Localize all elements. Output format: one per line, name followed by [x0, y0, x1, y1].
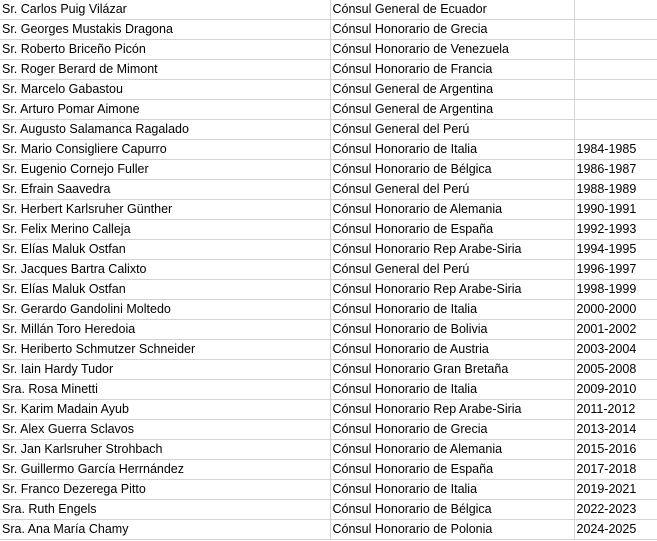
table-row — [0, 420, 657, 440]
table-row — [0, 0, 657, 20]
table-row — [0, 180, 657, 200]
table-row — [0, 160, 657, 180]
name-cell[interactable]: Sr. Elías Maluk Ostfan — [0, 280, 330, 300]
role-cell[interactable]: Cónsul Honorario de Bélgica — [330, 160, 574, 180]
table-row — [0, 380, 657, 400]
period-cell[interactable] — [574, 80, 657, 100]
period-cell[interactable]: 2000-2000 — [574, 300, 657, 320]
role-cell[interactable]: Cónsul Honorario de Austria — [330, 340, 574, 360]
name-cell[interactable]: Sr. Jacques Bartra Calixto — [0, 260, 330, 280]
table-row — [0, 40, 657, 60]
name-cell[interactable]: Sr. Guillermo García Herrnández — [0, 460, 330, 480]
role-cell[interactable]: Cónsul Honorario de Grecia — [330, 20, 574, 40]
role-cell[interactable]: Cónsul General de Argentina — [330, 80, 574, 100]
name-cell[interactable]: Sr. Elías Maluk Ostfan — [0, 240, 330, 260]
table-row — [0, 280, 657, 300]
period-cell[interactable]: 2005-2008 — [574, 360, 657, 380]
period-cell[interactable]: 1994-1995 — [574, 240, 657, 260]
period-cell[interactable]: 1992-1993 — [574, 220, 657, 240]
table-row — [0, 440, 657, 460]
name-cell[interactable]: Sr. Marcelo Gabastou — [0, 80, 330, 100]
role-cell[interactable]: Cónsul General del Perú — [330, 120, 574, 140]
period-cell[interactable] — [574, 40, 657, 60]
role-cell[interactable]: Cónsul Honorario de Bélgica — [330, 500, 574, 520]
role-cell[interactable]: Cónsul General del Perú — [330, 180, 574, 200]
period-cell[interactable]: 1984-1985 — [574, 140, 657, 160]
name-cell[interactable]: Sr. Iain Hardy Tudor — [0, 360, 330, 380]
name-cell[interactable]: Sra. Rosa Minetti — [0, 380, 330, 400]
table-row — [0, 320, 657, 340]
name-cell[interactable]: Sr. Roger Berard de Mimont — [0, 60, 330, 80]
name-cell[interactable]: Sra. Ana María Chamy — [0, 520, 330, 540]
name-cell[interactable]: Sr. Herbert Karlsruher Günther — [0, 200, 330, 220]
period-cell[interactable]: 2019-2021 — [574, 480, 657, 500]
table-row — [0, 520, 657, 540]
period-cell[interactable]: 2009-2010 — [574, 380, 657, 400]
role-cell[interactable]: Cónsul Honorario de Italia — [330, 300, 574, 320]
table-row — [0, 480, 657, 500]
period-cell[interactable] — [574, 120, 657, 140]
period-cell[interactable]: 1990-1991 — [574, 200, 657, 220]
period-cell[interactable]: 1988-1989 — [574, 180, 657, 200]
name-cell[interactable]: Sr. Alex Guerra Sclavos — [0, 420, 330, 440]
table-row — [0, 120, 657, 140]
period-cell[interactable]: 2017-2018 — [574, 460, 657, 480]
period-cell[interactable]: 2022-2023 — [574, 500, 657, 520]
table-row — [0, 60, 657, 80]
role-cell[interactable]: Cónsul Honorario de España — [330, 460, 574, 480]
period-cell[interactable]: 2011-2012 — [574, 400, 657, 420]
role-cell[interactable]: Cónsul Honorario de Francia — [330, 60, 574, 80]
table-row — [0, 220, 657, 240]
table-row — [0, 140, 657, 160]
name-cell[interactable]: Sr. Carlos Puig Vilázar — [0, 0, 330, 20]
role-cell[interactable]: Cónsul Honorario de Italia — [330, 140, 574, 160]
name-cell[interactable]: Sr. Millán Toro Heredoia — [0, 320, 330, 340]
table-row — [0, 400, 657, 420]
table-row — [0, 200, 657, 220]
role-cell[interactable]: Cónsul Honorario de Italia — [330, 380, 574, 400]
role-cell[interactable]: Cónsul Honorario de Alemania — [330, 440, 574, 460]
table-row — [0, 360, 657, 380]
role-cell[interactable]: Cónsul Honorario de Polonia — [330, 520, 574, 540]
period-cell[interactable] — [574, 20, 657, 40]
period-cell[interactable]: 2024-2025 — [574, 520, 657, 540]
role-cell[interactable]: Cónsul Honorario Rep Arabe-Siria — [330, 240, 574, 260]
table-row — [0, 20, 657, 40]
period-cell[interactable]: 2015-2016 — [574, 440, 657, 460]
name-cell[interactable]: Sra. Ruth Engels — [0, 500, 330, 520]
period-cell[interactable]: 1998-1999 — [574, 280, 657, 300]
name-cell[interactable]: Sr. Efrain Saavedra — [0, 180, 330, 200]
name-cell[interactable]: Sr. Felix Merino Calleja — [0, 220, 330, 240]
name-cell[interactable]: Sr. Arturo Pomar Aimone — [0, 100, 330, 120]
table-row — [0, 80, 657, 100]
name-cell[interactable]: Sr. Augusto Salamanca Ragalado — [0, 120, 330, 140]
period-cell[interactable]: 1996-1997 — [574, 260, 657, 280]
name-cell[interactable]: Sr. Heriberto Schmutzer Schneider — [0, 340, 330, 360]
role-cell[interactable]: Cónsul Honorario de Alemania — [330, 200, 574, 220]
role-cell[interactable]: Cónsul Honorario de Venezuela — [330, 40, 574, 60]
role-cell[interactable]: Cónsul Honorario Rep Arabe-Siria — [330, 400, 574, 420]
name-cell[interactable]: Sr. Jan Karlsruher Strohbach — [0, 440, 330, 460]
table-row — [0, 100, 657, 120]
period-cell[interactable]: 2013-2014 — [574, 420, 657, 440]
period-cell[interactable]: 1986-1987 — [574, 160, 657, 180]
table-row — [0, 240, 657, 260]
table-row — [0, 340, 657, 360]
role-cell[interactable]: Cónsul Honorario de Bolivia — [330, 320, 574, 340]
role-cell[interactable]: Cónsul Honorario de Italia — [330, 480, 574, 500]
name-cell[interactable]: Sr. Eugenio Cornejo Fuller — [0, 160, 330, 180]
role-cell[interactable]: Cónsul General del Perú — [330, 260, 574, 280]
period-cell[interactable] — [574, 100, 657, 120]
role-cell[interactable]: Cónsul General de Ecuador — [330, 0, 574, 20]
table-row — [0, 300, 657, 320]
role-cell[interactable]: Cónsul Honorario Rep Arabe-Siria — [330, 280, 574, 300]
table-row — [0, 460, 657, 480]
table-row — [0, 500, 657, 520]
name-cell[interactable]: Sr. Gerardo Gandolini Moltedo — [0, 300, 330, 320]
period-cell[interactable]: 2003-2004 — [574, 340, 657, 360]
name-cell[interactable]: Sr. Franco Dezerega Pitto — [0, 480, 330, 500]
name-cell[interactable]: Sr. Georges Mustakis Dragona — [0, 20, 330, 40]
role-cell[interactable]: Cónsul Honorario Gran Bretaña — [330, 360, 574, 380]
name-cell[interactable]: Sr. Roberto Briceño Picón — [0, 40, 330, 60]
role-cell[interactable]: Cónsul General de Argentina — [330, 100, 574, 120]
table-row — [0, 260, 657, 280]
period-cell[interactable] — [574, 60, 657, 80]
period-cell[interactable]: 2001-2002 — [574, 320, 657, 340]
role-cell[interactable]: Cónsul Honorario de España — [330, 220, 574, 240]
period-cell[interactable] — [574, 0, 657, 20]
name-cell[interactable]: Sr. Karim Madain Ayub — [0, 400, 330, 420]
name-cell[interactable]: Sr. Mario Consigliere Capurro — [0, 140, 330, 160]
role-cell[interactable]: Cónsul Honorario de Grecia — [330, 420, 574, 440]
